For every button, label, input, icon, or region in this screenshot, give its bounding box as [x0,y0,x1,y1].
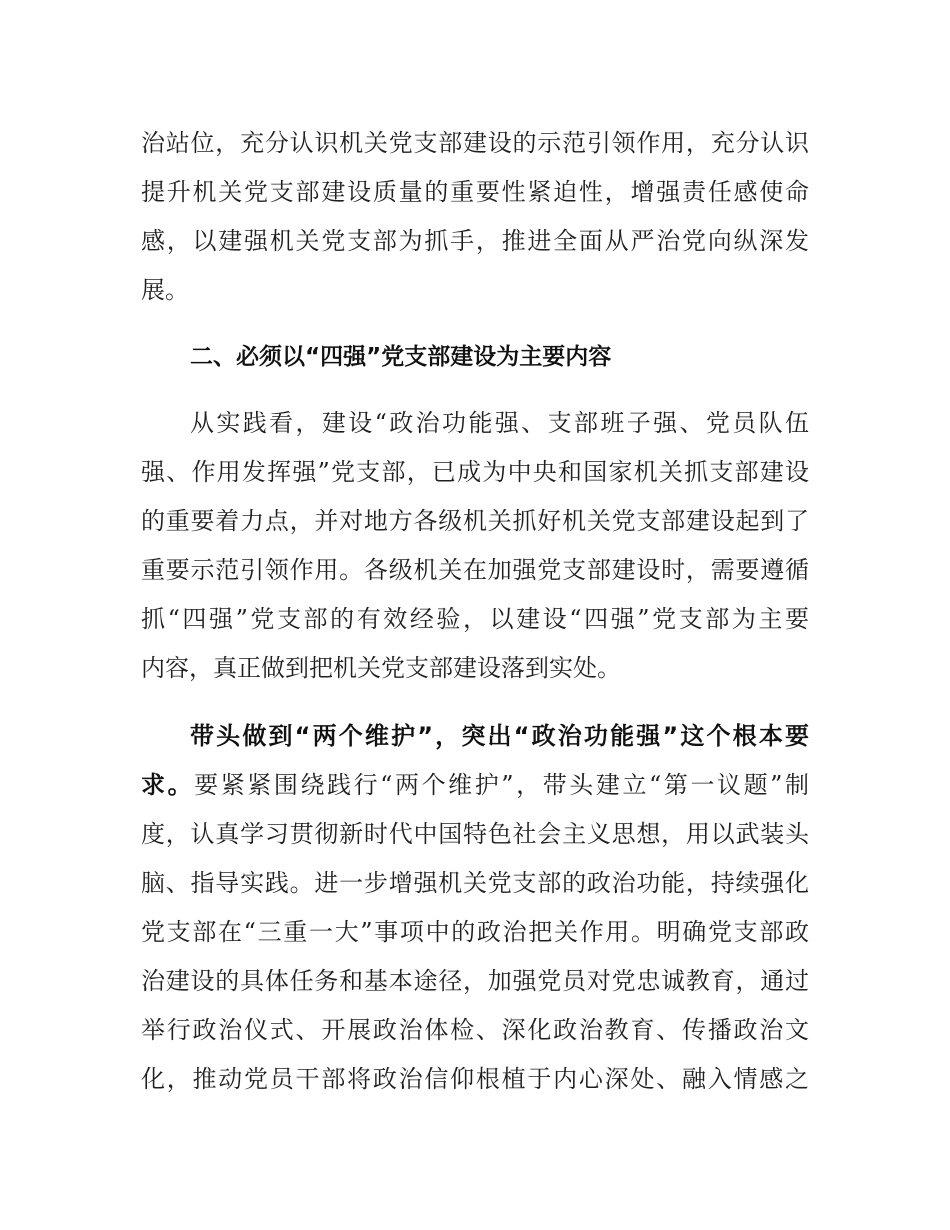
paragraph-3-line-7: 举行政治仪式、开展政治体检、深化政治教育、传播政治文 [141,1016,809,1044]
paragraph-3-line-5: 党支部在“三重一大”事项中的政治把关作用。明确党支部政 [141,918,809,946]
paragraph-3 [141,712,809,1104]
paragraph-1-line-2: 提升机关党支部建设质量的重要性紧迫性，增强责任感使命 [141,178,809,206]
paragraph-3-line-6: 治建设的具体任务和基本途径，加强党员对党忠诚教育，通过 [141,967,809,995]
paragraph-1 [141,119,809,315]
paragraph-2 [141,399,809,693]
paragraph-3-bold-lead-line-1: 带头做到“两个维护”，突出“政治功能强”这个根本要 [190,722,809,750]
paragraph-1-line-3: 感，以建强机关党支部为抓手，推进全面从严治党向纵深发 [141,227,809,255]
section-heading: 二、必须以“四强”党支部建设为主要内容 [190,344,612,370]
paragraph-2-line-3: 的重要着力点，并对地方各级机关抓好机关党支部建设起到了 [141,507,809,535]
paragraph-3-bold-lead-end: 求。 [141,771,195,799]
paragraph-2-line-1: 从实践看，建设“政治功能强、支部班子强、党员队伍 [190,409,809,437]
paragraph-2-line-5: 抓“四强”党支部的有效经验，以建设“四强”党支部为主要 [141,605,809,633]
paragraph-2-line-6: 内容，真正做到把机关党支部建设落到实处。 [141,654,621,682]
paragraph-2-line-4: 重要示范引领作用。各级机关在加强党支部建设时，需要遵循 [141,556,809,584]
paragraph-3-line-2-rest: 要紧紧围绕践行“两个维护”，带头建立“第一议题”制 [194,771,810,799]
paragraph-2-line-2: 强、作用发挥强”党支部，已成为中央和国家机关抓支部建设 [141,458,809,486]
paragraph-3-line-2 [141,761,809,810]
paragraph-1-line-1: 治站位，充分认识机关党支部建设的示范引领作用，充分认识 [141,129,809,157]
paragraph-3-line-3: 度，认真学习贯彻新时代中国特色社会主义思想，用以武装头 [141,820,809,848]
paragraph-3-line-8: 化，推动党员干部将政治信仰根植于内心深处、融入情感之 [141,1065,809,1093]
paragraph-1-line-4: 展。 [141,276,189,304]
paragraph-3-line-4: 脑、指导实践。进一步增强机关党支部的政治功能，持续强化 [141,869,809,897]
